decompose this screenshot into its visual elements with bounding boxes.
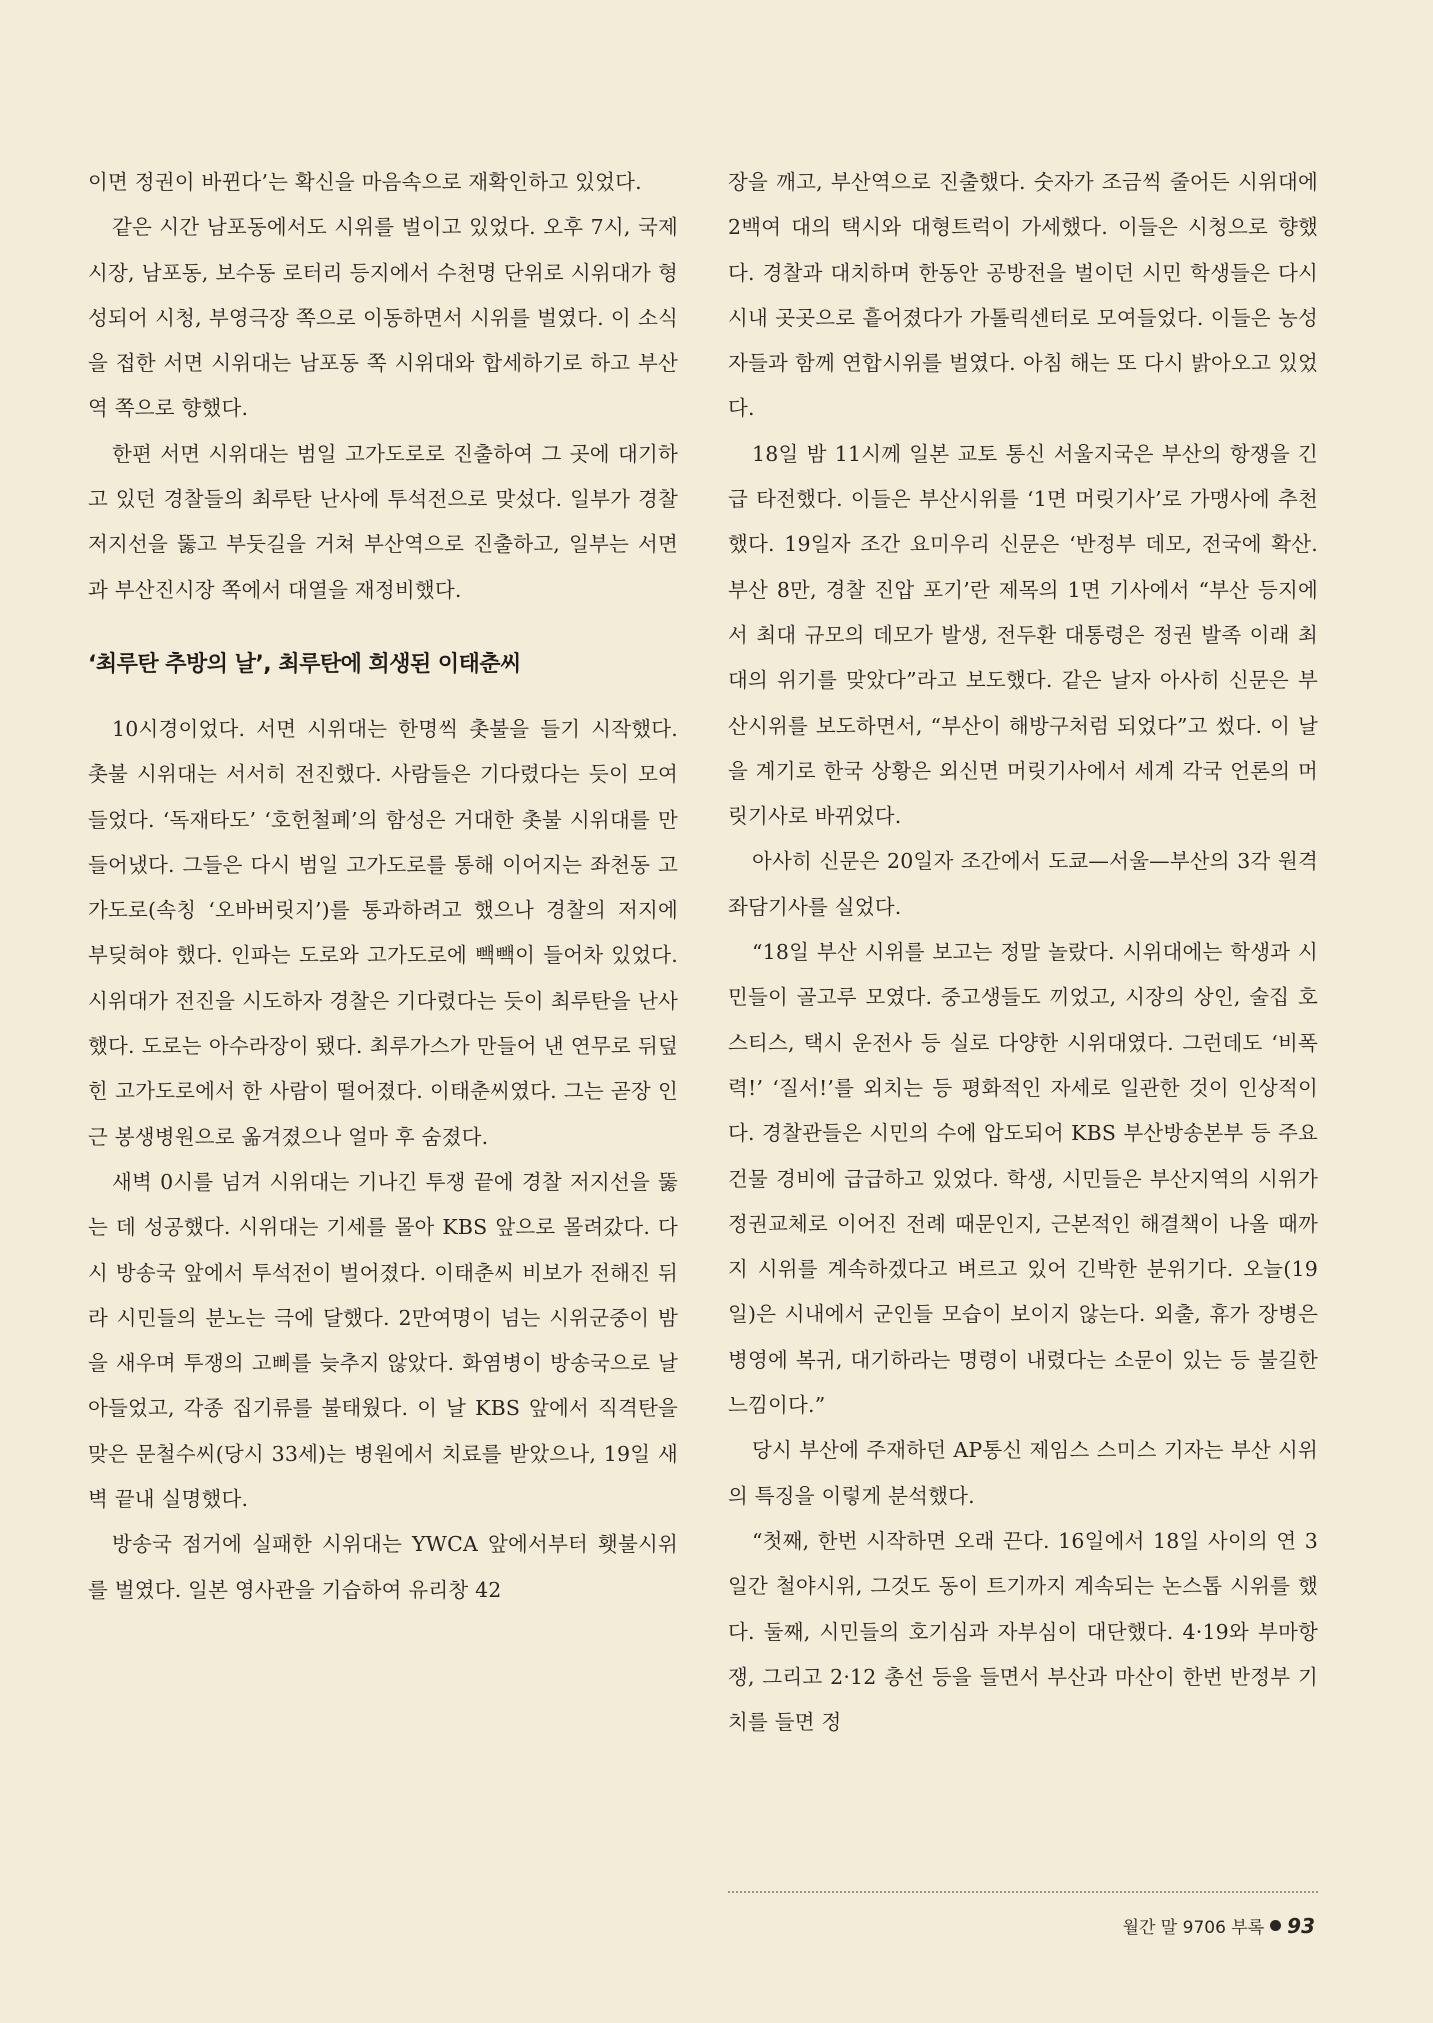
paragraph: 10시경이었다. 서면 시위대는 한명씩 촛불을 들기 시작했다. 촛불 시위대는 서서히 전진했다. 사람들은 기다렸다는 듯이 모여들었다. ‘독재타도’ ‘호헌철폐’의 함성은 거대한 촛불 시위대를 만들어냈다. 그들은 다시 범일 고가도로를 통해 이어지는 좌천동 고가도로(속칭 ‘오바버릿지’)를 통과하려고 했으나 경찰의 저지에 부딪혀야 했다. 인파는 도로와 고가도로에 빽빽이 들어차 있었다. 시위대가 전진을 시도하자 경찰은 기다렸다는 듯이 최루탄을 난사했다. 도로는 아수라장이 됐다. 최루가스가 만들어 낸 연무로 뒤덮힌 고가도로에서 한 사람이 떨어졌다. 이태춘씨였다. 그는 곧장 인근 봉생병원으로 옮겨졌으나 얼마 후 숨졌다. — [88, 716, 678, 1149]
paragraph: “첫째, 한번 시작하면 오래 끈다. 16일에서 18일 사이의 연 3일간 철야시위, 그것도 동이 트기까지 계속되는 논스톱 시위를 했다. 둘째, 시민들의 호기심과 자부심이 대단했다. 4·19와 부마항쟁, 그리고 2·12 총선 등을 들면서 부산과 마산이 한번 반정부 기치를 들면 정 — [728, 1528, 1318, 1735]
paragraph: “18일 부산 시위를 보고는 정말 놀랐다. 시위대에는 학생과 시민들이 골고루 모였다. 중고생들도 끼었고, 시장의 상인, 술집 호스티스, 택시 운전사 등 실로 다양한 시위대였다. 그런데도 ‘비폭력!’ ‘질서!’를 외치는 등 평화적인 자세로 일관한 것이 인상적이다. 경찰관들은 시민의 수에 압도되어 KBS 부산방송본부 등 주요 건물 경비에 급급하고 있었다. 학생, 시민들은 부산지역의 시위가 정권교체로 이어진 전례 때문인지, 근본적인 해결책이 나올 때까지 시위를 계속하겠다고 벼르고 있어 긴박한 분위기다. 오늘(19일)은 시내에서 군인들 모습이 보이지 않는다. 외출, 휴가 장병은 병영에 복귀, 대기하라는 명령이 내렸다는 소문이 있는 등 불길한 느낌이다.” — [728, 940, 1318, 1418]
paragraph: 당시 부산에 주재하던 AP통신 제임스 스미스 기자는 부산 시위의 특징을 이렇게 분석했다. — [728, 1438, 1318, 1508]
paragraph: 장을 깨고, 부산역으로 진출했다. 숫자가 조금씩 줄어든 시위대에 2백여 대의 택시와 대형트럭이 가세했다. 이들은 시청으로 향했다. 경찰과 대치하며 한동안 공방전을 벌이던 시민 학생들은 다시 시내 곳곳으로 흩어졌다가 가톨릭센터로 모여들었다. 이들은 농성자들과 함께 연합시위를 벌였다. 아침 해는 또 다시 밝아오고 있었다. — [728, 170, 1318, 421]
paragraph: 한편 서면 시위대는 범일 고가도로로 진출하여 그 곳에 대기하고 있던 경찰들의 최루탄 난사에 투석전으로 맞섰다. 일부가 경찰 저지선을 뚫고 부둣길을 거쳐 부산역으로 진출하고, 일부는 서면과 부산진시장 쪽에서 대열을 재정비했다. — [88, 441, 678, 602]
page-number: 93 — [1287, 1913, 1315, 1938]
bullet-icon — [1270, 1920, 1281, 1931]
page-footer — [1123, 1913, 1315, 1938]
right-column — [728, 160, 1318, 1745]
footer-divider — [728, 1891, 1318, 1893]
left-column — [88, 160, 678, 1613]
paragraph: 18일 밤 11시께 일본 교토 통신 서울지국은 부산의 항쟁을 긴급 타전했다. 이들은 부산시위를 ‘1면 머릿기사’로 가맹사에 추천했다. 19일자 조간 요미우리 신문은 ‘반정부 데모, 전국에 확산. 부산 8만, 경찰 진압 포기’란 제목의 1면 기사에서 “부산 등지에서 최대 규모의 데모가 발생, 전두환 대통령은 정권 발족 이래 최대의 위기를 맞았다”라고 보도했다. 같은 날자 아사히 신문은 부산시위를 보도하면서, “부산이 해방구처럼 되었다”고 썼다. 이 날을 계기로 한국 상황은 외신면 머릿기사에서 세계 각국 언론의 머릿기사로 바뀌었다. — [728, 441, 1318, 829]
paragraph: 방송국 점거에 실패한 시위대는 YWCA 앞에서부터 횃불시위를 벌였다. 일본 영사관을 기습하여 유리창 42 — [88, 1532, 678, 1602]
paragraph: 아사히 신문은 20일자 조간에서 도쿄—서울—부산의 3각 원격 좌담기사를 실었다. — [728, 849, 1318, 919]
paragraph: 같은 시간 남포동에서도 시위를 벌이고 있었다. 오후 7시, 국제시장, 남포동, 보수동 로터리 등지에서 수천명 단위로 시위대가 형성되어 시청, 부영극장 쪽으로 이동하면서 시위를 벌였다. 이 소식을 접한 서면 시위대는 남포동 쪽 시위대와 합세하기로 하고 부산역 쪽으로 향했다. — [88, 215, 678, 421]
magazine-title: 월간 말 9706 부록 — [1122, 1918, 1265, 1938]
paragraph: 이면 정권이 바뀐다’는 확신을 마음속으로 재확인하고 있었다. — [88, 170, 642, 194]
section-heading: ‘최루탄 추방의 날’, 최루탄에 희생된 이태춘씨 — [88, 651, 521, 677]
paragraph: 새벽 0시를 넘겨 시위대는 기나긴 투쟁 끝에 경찰 저지선을 뚫는 데 성공했다. 시위대는 기세를 몰아 KBS 앞으로 몰려갔다. 다시 방송국 앞에서 투석전이 벌어졌다. 이태춘씨 비보가 전해진 뒤라 시민들의 분노는 극에 달했다. 2만여명이 넘는 시위군중이 밤을 새우며 투쟁의 고삐를 늦추지 않았다. 화염병이 방송국으로 날아들었고, 각종 집기류를 불태웠다. 이 날 KBS 앞에서 직격탄을 맞은 문철수씨(당시 33세)는 병원에서 치료를 받았으나, 19일 새벽 끝내 실명했다. — [88, 1169, 678, 1512]
